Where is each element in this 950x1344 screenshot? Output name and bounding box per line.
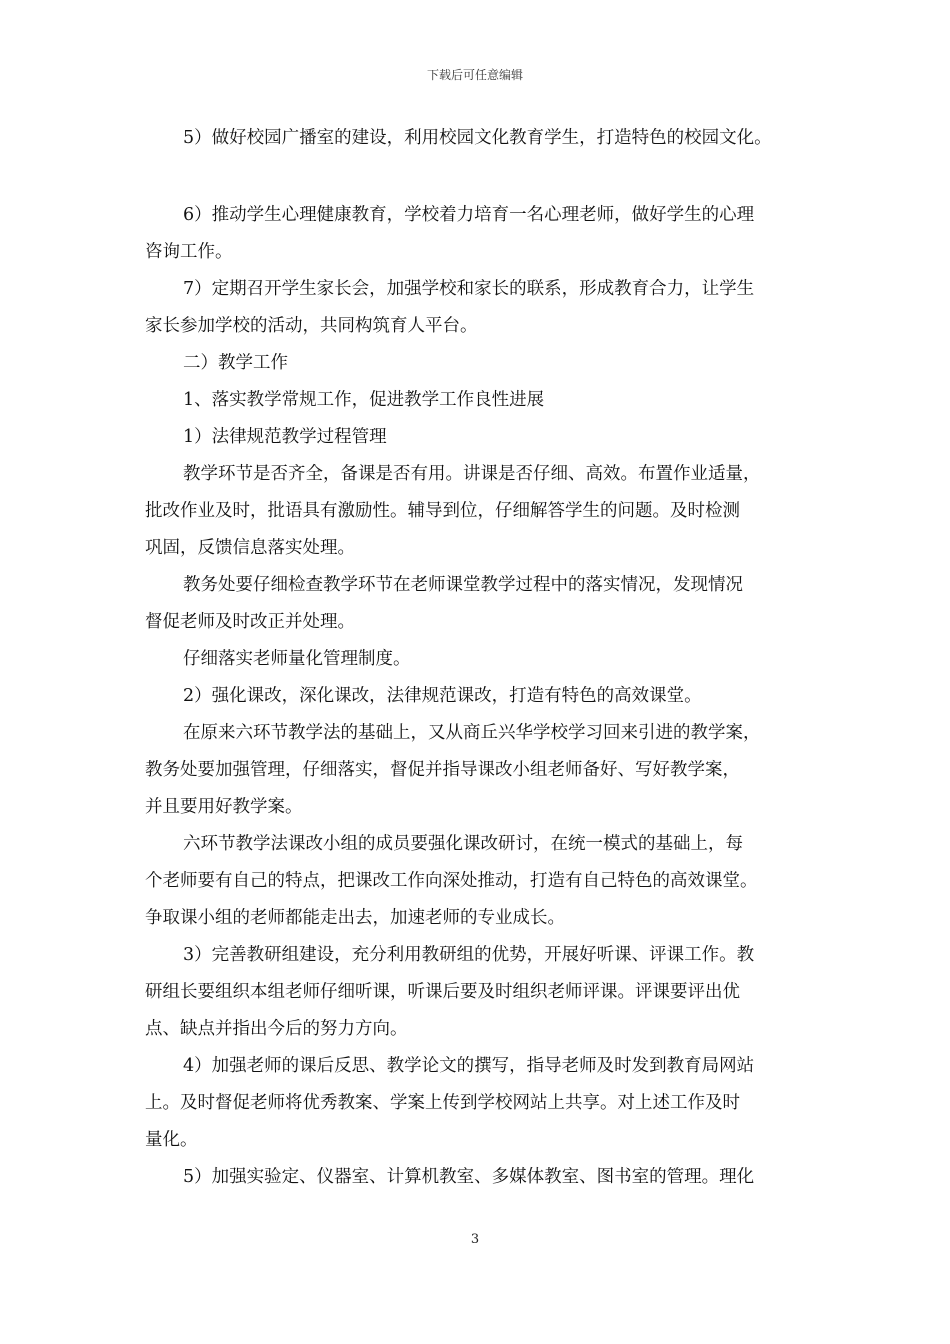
paragraph-line: 教学环节是否齐全，备课是否有用。讲课是否仔细、高效。布置作业适量， — [183, 464, 761, 484]
paragraph-line: 5）做好校园广播室的建设，利用校园文化教育学生，打造特色的校园文化。 — [183, 128, 772, 148]
paragraph-line: 仔细落实老师量化管理制度。 — [183, 649, 411, 669]
paragraph-line: 上。及时督促老师将优秀教案、学案上传到学校网站上共享。对上述工作及时 — [145, 1093, 740, 1113]
paragraph-line: 4）加强老师的课后反思、教学论文的撰写，指导老师及时发到教育局网站 — [183, 1056, 755, 1076]
item-heading-process-management — [145, 419, 825, 456]
paragraph-line: 1）法律规范教学过程管理 — [183, 427, 387, 447]
paragraph-teaching-steps — [145, 456, 825, 567]
paragraph-quantified-management — [145, 641, 825, 678]
paragraph-line: 3）完善教研组建设，充分利用教研组的优势，开展好听课、评课工作。教 — [183, 945, 755, 965]
paragraph-mental-health — [145, 197, 825, 271]
paragraph-teacher-reflection — [145, 1048, 825, 1159]
paragraph-line: 家长参加学校的活动，共同构筑育人平台。 — [145, 316, 478, 336]
paragraph-reform-group — [145, 826, 825, 937]
paragraph-lab-management — [145, 1159, 825, 1196]
paragraph-line: 六环节教学法课改小组的成员要强化课改研讨，在统一模式的基础上，每 — [183, 834, 743, 854]
paragraph-line: 教务处要加强管理，仔细落实，督促并指导课改小组老师备好、写好教学案， — [145, 760, 740, 780]
paragraph-line: 咨询工作。 — [145, 242, 233, 262]
paragraph-line: 个老师要有自己的特点，把课改工作向深处推动，打造有自己特色的高效课堂。 — [145, 871, 758, 891]
paragraph-line: 巩固，反馈信息落实处理。 — [145, 538, 355, 558]
paragraph-line: 在原来六环节教学法的基础上，又从商丘兴华学校学习回来引进的教学案， — [183, 723, 761, 743]
paragraph-six-step-method — [145, 715, 825, 826]
paragraph-line: 5）加强实验定、仪器室、计算机教室、多媒体教室、图书室的管理。理化 — [183, 1167, 755, 1187]
section-heading-teaching — [145, 345, 825, 382]
paragraph-parent-meeting — [145, 271, 825, 345]
paragraph-line: 点、缺点并指出今后的努力方向。 — [145, 1019, 408, 1039]
paragraph-line: 6）推动学生心理健康教育，学校着力培育一名心理老师，做好学生的心理 — [183, 205, 755, 225]
item-heading-curriculum-reform — [145, 678, 825, 715]
page-header: 下载后可任意编辑 — [426, 68, 523, 82]
paragraph-broadcast-room — [145, 120, 825, 157]
paragraph-line: 2）强化课改，深化课改，法律规范课改，打造有特色的高效课堂。 — [183, 686, 702, 706]
paragraph-line: 教务处要仔细检查教学环节在老师课堂教学过程中的落实情况，发现情况 — [183, 575, 743, 595]
subsection-heading-routine — [145, 382, 825, 419]
paragraph-academic-office-check — [145, 567, 825, 641]
paragraph-line: 量化。 — [145, 1130, 198, 1150]
page-number: 3 — [470, 1232, 480, 1247]
paragraph-line: 并且要用好教学案。 — [145, 797, 303, 817]
paragraph-line: 争取课小组的老师都能走出去，加速老师的专业成长。 — [145, 908, 565, 928]
paragraph-line: 7）定期召开学生家长会，加强学校和家长的联系，形成教育合力，让学生 — [183, 279, 755, 299]
document-body — [145, 120, 825, 1196]
paragraph-line: 督促老师及时改正并处理。 — [145, 612, 355, 632]
paragraph-research-group — [145, 937, 825, 1048]
paragraph-line: 1、落实教学常规工作，促进教学工作良性进展 — [183, 390, 545, 410]
paragraph-line: 二）教学工作 — [183, 353, 288, 373]
paragraph-line: 批改作业及时，批语具有激励性。辅导到位，仔细解答学生的问题。及时检测 — [145, 501, 740, 521]
paragraph-line: 研组长要组织本组老师仔细听课，听课后要及时组织老师评课。评课要评出优 — [145, 982, 740, 1002]
